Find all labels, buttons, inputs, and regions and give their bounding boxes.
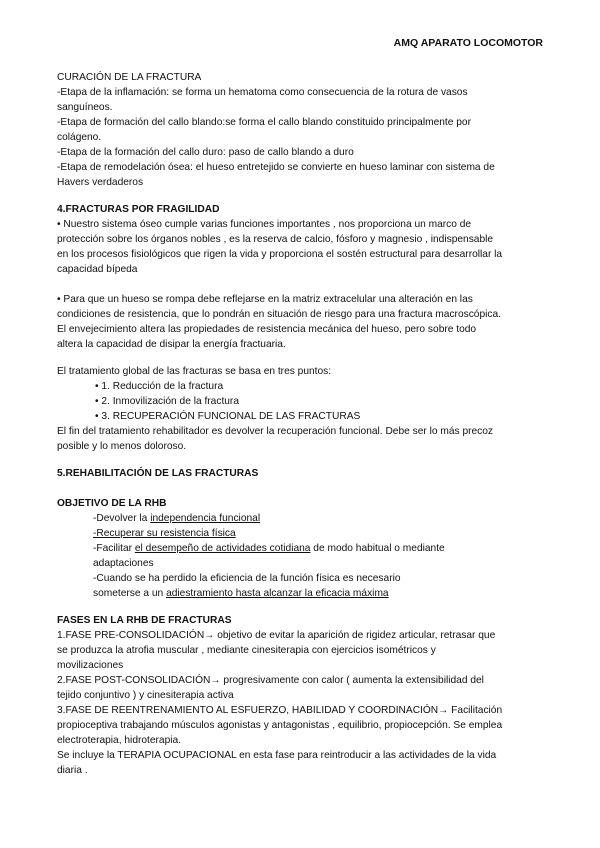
list-item: • 1. Reducción de la fractura — [95, 381, 224, 392]
text-line: El tratamiento global de las fracturas se basa en tres puntos: — [57, 366, 332, 377]
text-line: 2.FASE POST-CONSOLIDACIÓN→ progresivamente con calor ( aumenta la extensibilidad del — [57, 675, 484, 686]
page-header: AMQ APARATO LOCOMOTOR — [393, 37, 543, 49]
objective-item — [57, 541, 543, 556]
text-line: movilizaciones — [57, 660, 124, 671]
section-title: CURACIÓN DE LA FRACTURA — [57, 72, 202, 83]
underlined-text: adiestramiento hasta alcanzar la eficacia máxima — [166, 588, 389, 599]
underlined-text: -Recuperar su resistencia física — [93, 528, 236, 539]
subsection-heading: OBJETIVO DE LA RHB — [57, 498, 167, 509]
text-span: -Devolver la — [93, 513, 151, 524]
text-line: se produzca la atrofia muscular , mediante cinesiterapia con ejercicios isométricos y — [57, 645, 436, 656]
section-rehabilitacion — [57, 466, 543, 601]
text-span: -Facilitar — [93, 543, 135, 554]
text-line: El fin del tratamiento rehabilitador es devolver la recuperación funcional. Debe ser lo más precoz — [57, 426, 494, 437]
text-line: -Etapa de la inflamación: se forma un hematoma como consecuencia de la rotura de vasos — [57, 87, 468, 98]
underlined-text: el desempeño de actividades cotidiana — [134, 543, 311, 554]
text-line: propioceptiva trabajando músculos agonistas y antagonistas , equilibrio, propiocepción. Se emplea — [57, 720, 503, 731]
text-line: tejido conjuntivo ) y cinesiterapia activa — [57, 690, 234, 701]
underlined-text: independencia funcional — [150, 513, 261, 524]
text-line: -Etapa de remodelación ósea: el hueso entretejido se convierte en hueso laminar con sistema de — [57, 162, 495, 173]
text-line: condiciones de resistencia, que lo pondrán en situación de riesgo para una fractura macroscópica. — [57, 309, 501, 320]
section-heading: 4.FRACTURAS POR FRAGILIDAD — [57, 204, 220, 215]
objective-item — [57, 511, 543, 526]
section-fracturas-fragilidad — [57, 202, 543, 454]
text-line: diaria . — [57, 765, 88, 776]
text-line: sanguíneos. — [57, 102, 113, 113]
section-fases — [57, 613, 543, 778]
text-line: electroterapia, hidroterapia. — [57, 735, 182, 746]
objective-item: -Cuando se ha perdido la eficiencia de la función física es necesario — [93, 573, 401, 584]
objective-item — [57, 586, 543, 601]
section-curacion — [57, 70, 543, 190]
text-line: capacidad bípeda — [57, 264, 138, 275]
text-line: El envejecimiento altera las propiedades de resistencia mecánica del hueso, pero sobre todo — [57, 324, 477, 335]
document-body — [57, 70, 543, 778]
text-line: altera la capacidad de disipar la energía fractuaria. — [57, 339, 286, 350]
text-line: Se incluye la TERAPIA OCUPACIONAL en esta fase para reintroducir a las actividades de la vida — [57, 750, 497, 761]
section-heading: 5.REHABILITACIÓN DE LAS FRACTURAS — [57, 468, 259, 479]
text-line: en los procesos fisiológicos que rigen la vida y proporciona el sostén estructural para desarrollar la — [57, 249, 503, 260]
text-span: someterse a un — [93, 588, 167, 599]
objective-item — [57, 526, 543, 541]
text-line: • Para que un hueso se rompa debe reflejarse en la matriz extracelular una alteración en las — [57, 294, 473, 305]
text-line: 1.FASE PRE-CONSOLIDACIÓN→ objetivo de evitar la aparición de rigidez articular, retrasar que — [57, 630, 496, 641]
subsection-heading: FASES EN LA RHB DE FRACTURAS — [57, 615, 232, 626]
list-item: • 3. RECUPERACIÓN FUNCIONAL DE LAS FRACTURAS — [95, 411, 361, 422]
text-line: -Etapa de formación del callo blando:se forma el callo blando constituido principalmente por — [57, 117, 471, 128]
objective-item: adaptaciones — [93, 558, 154, 569]
text-line: • Nuestro sistema óseo cumple varias funciones importantes , nos proporciona un marco de — [57, 219, 472, 230]
text-line: Havers verdaderos — [57, 177, 144, 188]
text-line: colágeno. — [57, 132, 102, 143]
text-span: de modo habitual o mediante — [310, 543, 445, 554]
text-line: 3.FASE DE REENTRENAMIENTO AL ESFUERZO, HABILIDAD Y COORDINACIÓN→ Facilitación — [57, 705, 503, 716]
list-item: • 2. Inmovilización de la fractura — [95, 396, 239, 407]
text-line: -Etapa de la formación del callo duro: paso de callo blando a duro — [57, 147, 354, 158]
text-line: protección sobre los órganos nobles , es la reserva de calcio, fósforo y magnesio , indispensable — [57, 234, 494, 245]
text-line: posible y lo menos doloroso. — [57, 441, 187, 452]
